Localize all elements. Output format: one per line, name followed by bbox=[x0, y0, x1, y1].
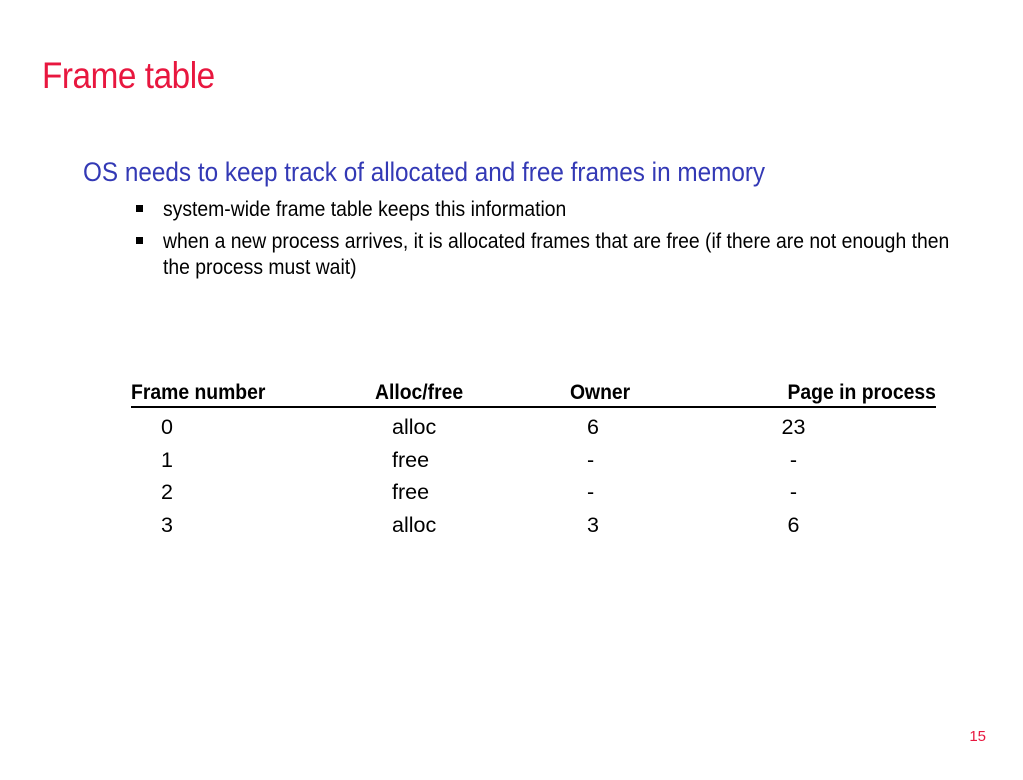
table-row bbox=[131, 473, 936, 506]
cell-alloc-free: alloc bbox=[392, 415, 437, 439]
cell-page-in-process: 6 bbox=[787, 512, 800, 537]
table-row bbox=[131, 408, 936, 441]
cell-frame-number: 3 bbox=[161, 512, 173, 537]
cell-page-in-process: 23 bbox=[781, 415, 806, 439]
cell-frame-number: 1 bbox=[161, 447, 173, 472]
cell-page-in-process: - bbox=[789, 447, 798, 472]
table-row bbox=[131, 506, 936, 539]
table-row bbox=[131, 441, 936, 474]
cell-alloc-free: free bbox=[392, 447, 430, 472]
cell-owner: 6 bbox=[587, 415, 599, 439]
bullet-item bbox=[134, 228, 954, 280]
header-owner: Owner bbox=[570, 380, 631, 404]
square-bullet-icon bbox=[136, 205, 143, 212]
cell-alloc-free: free bbox=[392, 480, 430, 504]
frame-table bbox=[131, 379, 936, 538]
table-header-row bbox=[131, 379, 936, 408]
header-frame-number: Frame number bbox=[131, 380, 266, 404]
cell-owner: - bbox=[587, 480, 595, 504]
main-point: OS needs to keep track of allocated and free frames in memory bbox=[83, 157, 766, 187]
bullet-list bbox=[134, 196, 954, 286]
cell-owner: 3 bbox=[587, 512, 599, 537]
cell-frame-number: 2 bbox=[161, 480, 173, 504]
cell-frame-number: 0 bbox=[161, 415, 173, 439]
bullet-text: when a new process arrives, it is allocated frames that are free (if there are not enough then the process must wait) bbox=[163, 229, 950, 279]
cell-alloc-free: alloc bbox=[392, 512, 437, 537]
bullet-text: system-wide frame table keeps this information bbox=[163, 197, 567, 221]
square-bullet-icon bbox=[136, 237, 143, 244]
slide-title: Frame table bbox=[42, 55, 215, 96]
header-page-in-process: Page in process bbox=[787, 380, 936, 404]
cell-page-in-process: - bbox=[789, 480, 798, 504]
cell-owner: - bbox=[587, 447, 595, 472]
slide-page-number: 15 bbox=[969, 728, 986, 745]
bullet-item bbox=[134, 196, 954, 222]
header-alloc-free: Alloc/free bbox=[375, 380, 464, 404]
